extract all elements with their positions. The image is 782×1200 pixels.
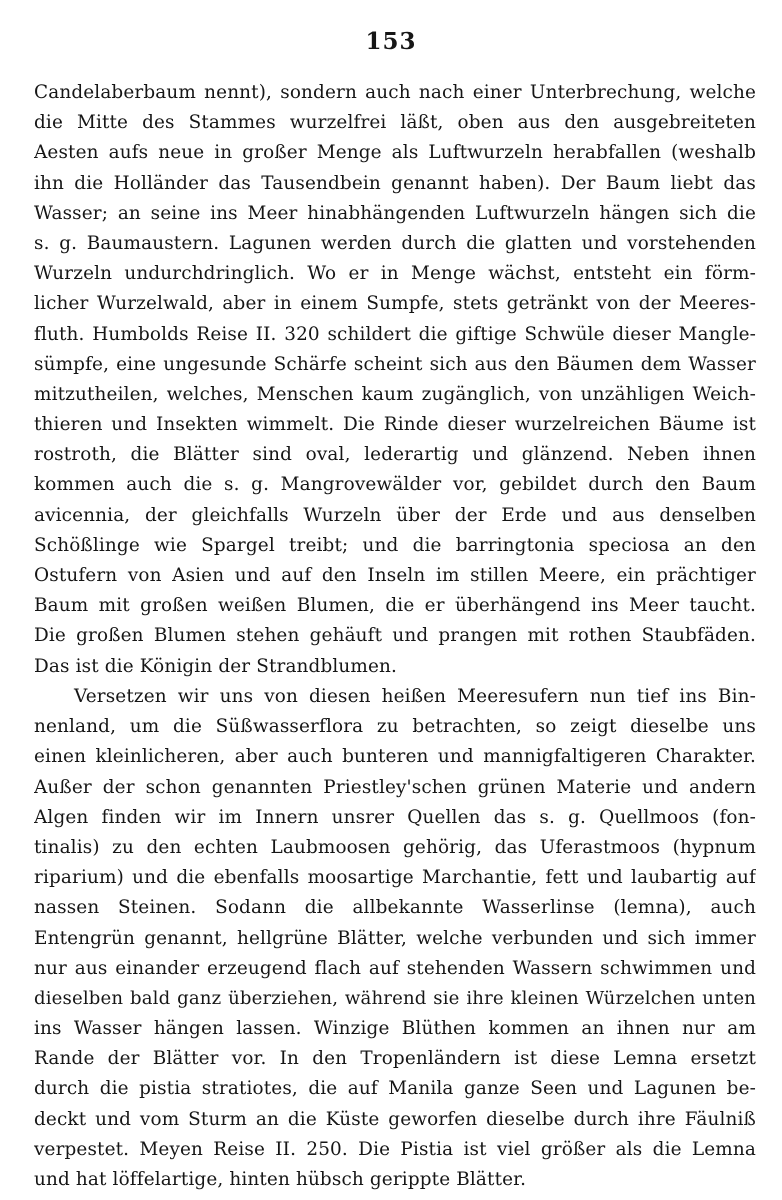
text-line: Außer der schon genannten Priestley'schen grünen Materie und andern [34,776,756,798]
text-line: Wurzeln undurchdringlich. Wo er in Menge wächst, entsteht ein förm- [34,263,756,285]
text-line: Ostufern von Asien und auf den Inseln im stillen Meere, ein prächtiger [34,565,756,586]
text-line: ins Wasser hängen lassen. Winzige Blüthen kommen an ihnen nur am [34,1018,756,1040]
paragraph-freshwater-flora [34,682,756,1195]
text-line: Entengrün genannt, hellgrüne Blätter, welche verbunden und sich immer [34,927,756,949]
text-line: ihn die Holländer das Tausendbein genannt haben). Der Baum liebt das [34,172,756,194]
text-line: Die großen Blumen stehen gehäuft und prangen mit rothen Staubfäden. [34,625,756,647]
text-line: verpestet. Meyen Reise II. 250. Die Pistia ist viel größer als die Lemna [34,1138,756,1160]
text-line: licher Wurzelwald, aber in einem Sumpfe, stets getränkt von der Meeres- [34,293,756,315]
text-line: riparium) und die ebenfalls moosartige Marchantie, fett und laubartig auf [34,867,756,889]
text-line: Rande der Blätter vor. In den Tropenländern ist diese Lemna ersetzt [34,1048,756,1070]
text-line: rostroth, die Blätter sind oval, lederartig und glänzend. Neben ihnen [34,444,756,466]
page-number: 153 [365,28,417,55]
text-line: und hat löffelartige, hinten hübsch gerippte Blätter. [34,1169,527,1190]
text-line: Baum mit großen weißen Blumen, die er überhängend ins Meer taucht. [34,595,756,617]
text-line: Versetzen wir uns von diesen heißen Meeresufern nun tief ins Bin- [74,686,756,707]
text-line: avicennia, der gleichfalls Wurzeln über der Erde und aus denselben [34,504,756,526]
text-line: deckt und vom Sturm an die Küste geworfen dieselbe durch ihre Fäulniß [34,1108,756,1130]
text-line: nassen Steinen. Sodann die allbekannte Wasserlinse (lemna), auch [34,897,756,919]
text-line: einen kleinlicheren, aber auch bunteren und mannigfaltigeren Charakter. [34,746,756,768]
text-line: nur aus einander erzeugend flach auf stehenden Wassern schwimmen und [34,957,756,979]
text-line: die Mitte des Stammes wurzelfrei läßt, oben aus den ausgebreiteten [34,112,756,134]
text-line: dieselben bald ganz überziehen, während sie ihre kleinen Würzelchen unten [34,987,756,1009]
text-line: Aesten aufs neue in großer Menge als Luftwurzeln herabfallen (weshalb [34,142,756,164]
text-line: thieren und Insekten wimmelt. Die Rinde dieser wurzelreichen Bäume ist [34,414,756,436]
text-line: Algen finden wir im Innern unsrer Quellen das s. g. Quellmoos (fon- [34,806,756,828]
text-line: kommen auch die s. g. Mangrovewälder vor, gebildet durch den Baum [34,474,756,496]
text-line: Wasser; an seine ins Meer hinabhängenden Luftwurzeln hängen sich die [34,202,756,224]
text-line: durch die pistia stratiotes, die auf Manila ganze Seen und Lagunen be- [34,1078,756,1100]
text-line: sümpfe, eine ungesunde Schärfe scheint sich aus den Bäumen dem Wasser [34,353,756,375]
text-line: Das ist die Königin der Strandblumen. [34,655,398,677]
text-line: fluth. Humbolds Reise II. 320 schildert die giftige Schwüle dieser Mangle- [34,323,756,345]
text-line: s. g. Baumaustern. Lagunen werden durch die glatten und vorstehenden [34,232,756,254]
text-line: nenland, um die Süßwasserflora zu betrachten, so zeigt dieselbe uns [34,716,756,738]
text-line: Candelaberbaum nennt), sondern auch nach einer Unterbrechung, welche [34,82,756,103]
text-line: mitzutheilen, welches, Menschen kaum zugänglich, von unzähligen Weich- [34,383,756,405]
text-line: tinalis) zu den echten Laubmoosen gehörig, das Uferastmoos (hypnum [34,836,756,858]
text-line: Schößlinge wie Spargel treibt; und die barringtonia speciosa an den [34,534,756,556]
paragraph-mangrove [34,78,756,682]
